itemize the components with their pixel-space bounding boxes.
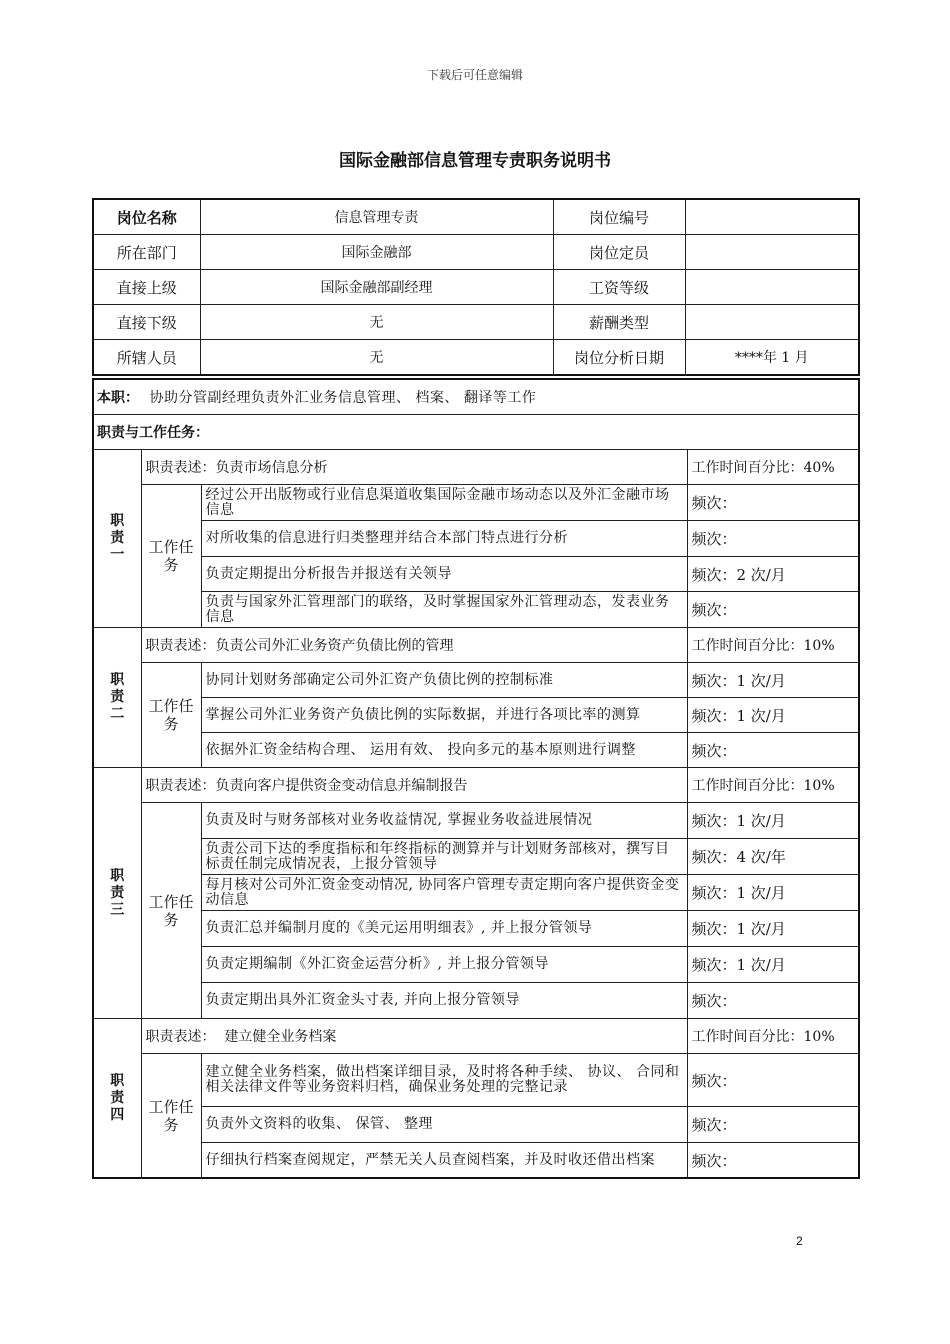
info-label: 岗位分析日期 bbox=[553, 340, 685, 376]
task-row bbox=[93, 557, 859, 592]
info-value: ****年 1 月 bbox=[685, 340, 859, 376]
document-title: 国际金融部信息管理专责职务说明书 bbox=[339, 151, 611, 171]
task-text: 对所收集的信息进行归类整理并结合本部门特点进行分析 bbox=[201, 521, 687, 557]
info-value: 国际金融部副经理 bbox=[200, 270, 553, 305]
task-frequency: 频次：1 次/月 bbox=[687, 803, 859, 839]
task-text: 仔细执行档案查阅规定，严禁无关人员查阅档案，并及时收还借出档案 bbox=[201, 1143, 687, 1179]
info-label: 岗位定员 bbox=[553, 235, 685, 270]
task-frequency: 频次： bbox=[687, 521, 859, 557]
task-frequency: 频次： bbox=[687, 485, 859, 521]
info-value: 无 bbox=[200, 340, 553, 376]
job-info-table bbox=[92, 198, 860, 376]
task-row bbox=[93, 839, 859, 875]
info-value: 信息管理专责 bbox=[200, 199, 553, 235]
info-value: 国际金融部 bbox=[200, 235, 553, 270]
duties-table bbox=[92, 378, 860, 1179]
duty-time-percent: 工作时间百分比：10% bbox=[687, 628, 859, 663]
duty-label: 职 责 二 bbox=[93, 628, 141, 768]
task-text: 负责外文资料的收集、 保管、 整理 bbox=[201, 1107, 687, 1143]
task-frequency: 频次： bbox=[687, 1054, 859, 1107]
task-frequency: 频次：1 次/月 bbox=[687, 947, 859, 983]
task-text: 负责定期编制《外汇资金运营分析》, 并上报分管领导 bbox=[201, 947, 687, 983]
task-text: 每月核对公司外汇资金变动情况, 协同客户管理专责定期向客户提供资金变动信息 bbox=[201, 875, 687, 911]
duty-description-row bbox=[93, 768, 859, 803]
task-row bbox=[93, 521, 859, 557]
task-text: 经过公开出版物或行业信息渠道收集国际金融市场动态以及外汇金融市场信息 bbox=[201, 485, 687, 521]
work-tasks-label: 工作任务 bbox=[141, 663, 201, 768]
info-label: 所在部门 bbox=[93, 235, 200, 270]
task-row bbox=[93, 733, 859, 768]
task-frequency: 频次：1 次/月 bbox=[687, 663, 859, 698]
duty-description: 职责表述： 建立健全业务档案 bbox=[141, 1019, 687, 1054]
task-frequency: 频次： bbox=[687, 733, 859, 768]
task-text: 负责汇总并编制月度的《美元运用明细表》, 并上报分管领导 bbox=[201, 911, 687, 947]
task-text: 建立健全业务档案，做出档案详细目录，及时将各种手续、 协议、 合同和相关法律文件等业务资料归档，确保业务处理的完整记录 bbox=[201, 1054, 687, 1107]
core-duty-text: 协助分管副经理负责外汇业务信息管理、 档案、 翻译等工作 bbox=[149, 390, 537, 406]
duties-heading-row bbox=[93, 415, 859, 450]
info-value: 无 bbox=[200, 305, 553, 340]
task-text: 负责及时与财务部核对业务收益情况, 掌握业务收益进展情况 bbox=[201, 803, 687, 839]
info-label: 所辖人员 bbox=[93, 340, 200, 376]
header-note: 下载后可任意编辑 bbox=[426, 68, 523, 82]
task-text: 负责定期出具外汇资金头寸表, 并向上报分管领导 bbox=[201, 983, 687, 1019]
core-duty bbox=[93, 379, 859, 415]
task-frequency: 频次：1 次/月 bbox=[687, 698, 859, 733]
duty-description: 职责表述：负责公司外汇业务资产负债比例的管理 bbox=[141, 628, 687, 663]
task-row bbox=[93, 1054, 859, 1107]
task-frequency: 频次： bbox=[687, 592, 859, 628]
task-frequency: 频次：1 次/月 bbox=[687, 911, 859, 947]
task-row bbox=[93, 663, 859, 698]
task-row bbox=[93, 485, 859, 521]
core-duty-row bbox=[93, 379, 859, 415]
duty-label: 职 责 四 bbox=[93, 1019, 141, 1179]
info-value bbox=[685, 270, 859, 305]
task-text: 负责定期提出分析报告并报送有关领导 bbox=[201, 557, 687, 592]
duty-time-percent: 工作时间百分比：10% bbox=[687, 1019, 859, 1054]
info-value bbox=[685, 199, 859, 235]
page-number: 2 bbox=[796, 1234, 803, 1248]
info-row bbox=[93, 340, 859, 376]
task-row bbox=[93, 698, 859, 733]
info-label: 薪酬类型 bbox=[553, 305, 685, 340]
work-tasks-label: 工作任务 bbox=[141, 803, 201, 1019]
task-row bbox=[93, 911, 859, 947]
task-row bbox=[93, 983, 859, 1019]
task-frequency: 频次： bbox=[687, 1107, 859, 1143]
info-label: 直接上级 bbox=[93, 270, 200, 305]
duties-heading: 职责与工作任务： bbox=[93, 415, 859, 450]
task-row bbox=[93, 875, 859, 911]
task-text: 负责与国家外汇管理部门的联络，及时掌握国家外汇管理动态，发表业务信息 bbox=[201, 592, 687, 628]
task-row bbox=[93, 1107, 859, 1143]
work-tasks-label: 工作任务 bbox=[141, 1054, 201, 1179]
info-label: 直接下级 bbox=[93, 305, 200, 340]
duty-time-percent: 工作时间百分比：10% bbox=[687, 768, 859, 803]
duty-description-row bbox=[93, 1019, 859, 1054]
task-frequency: 频次：2 次/月 bbox=[687, 557, 859, 592]
task-row bbox=[93, 1143, 859, 1179]
info-label: 工资等级 bbox=[553, 270, 685, 305]
info-row bbox=[93, 270, 859, 305]
task-frequency: 频次：1 次/月 bbox=[687, 875, 859, 911]
duty-description: 职责表述：负责市场信息分析 bbox=[141, 450, 687, 485]
info-label: 岗位编号 bbox=[553, 199, 685, 235]
info-row bbox=[93, 199, 859, 235]
info-row bbox=[93, 235, 859, 270]
task-text: 掌握公司外汇业务资产负债比例的实际数据，并进行各项比率的测算 bbox=[201, 698, 687, 733]
task-row bbox=[93, 592, 859, 628]
info-label: 岗位名称 bbox=[93, 199, 200, 235]
work-tasks-label: 工作任务 bbox=[141, 485, 201, 628]
info-row bbox=[93, 305, 859, 340]
duty-label: 职 责 三 bbox=[93, 768, 141, 1019]
task-frequency: 频次： bbox=[687, 983, 859, 1019]
task-row bbox=[93, 947, 859, 983]
task-frequency: 频次： bbox=[687, 1143, 859, 1179]
task-frequency: 频次：4 次/年 bbox=[687, 839, 859, 875]
info-value bbox=[685, 305, 859, 340]
info-value bbox=[685, 235, 859, 270]
duty-description-row bbox=[93, 450, 859, 485]
duty-label: 职 责 一 bbox=[93, 450, 141, 628]
duty-description: 职责表述：负责向客户提供资金变动信息并编制报告 bbox=[141, 768, 687, 803]
task-row bbox=[93, 803, 859, 839]
duty-description-row bbox=[93, 628, 859, 663]
duty-time-percent: 工作时间百分比：40% bbox=[687, 450, 859, 485]
task-text: 负责公司下达的季度指标和年终指标的测算并与计划财务部核对，撰写目标责任制完成情况表，上报分管领导 bbox=[201, 839, 687, 875]
task-text: 依据外汇资金结构合理、 运用有效、 投向多元的基本原则进行调整 bbox=[201, 733, 687, 768]
task-text: 协同计划财务部确定公司外汇资产负债比例的控制标准 bbox=[201, 663, 687, 698]
core-duty-label: 本职： bbox=[97, 390, 139, 406]
